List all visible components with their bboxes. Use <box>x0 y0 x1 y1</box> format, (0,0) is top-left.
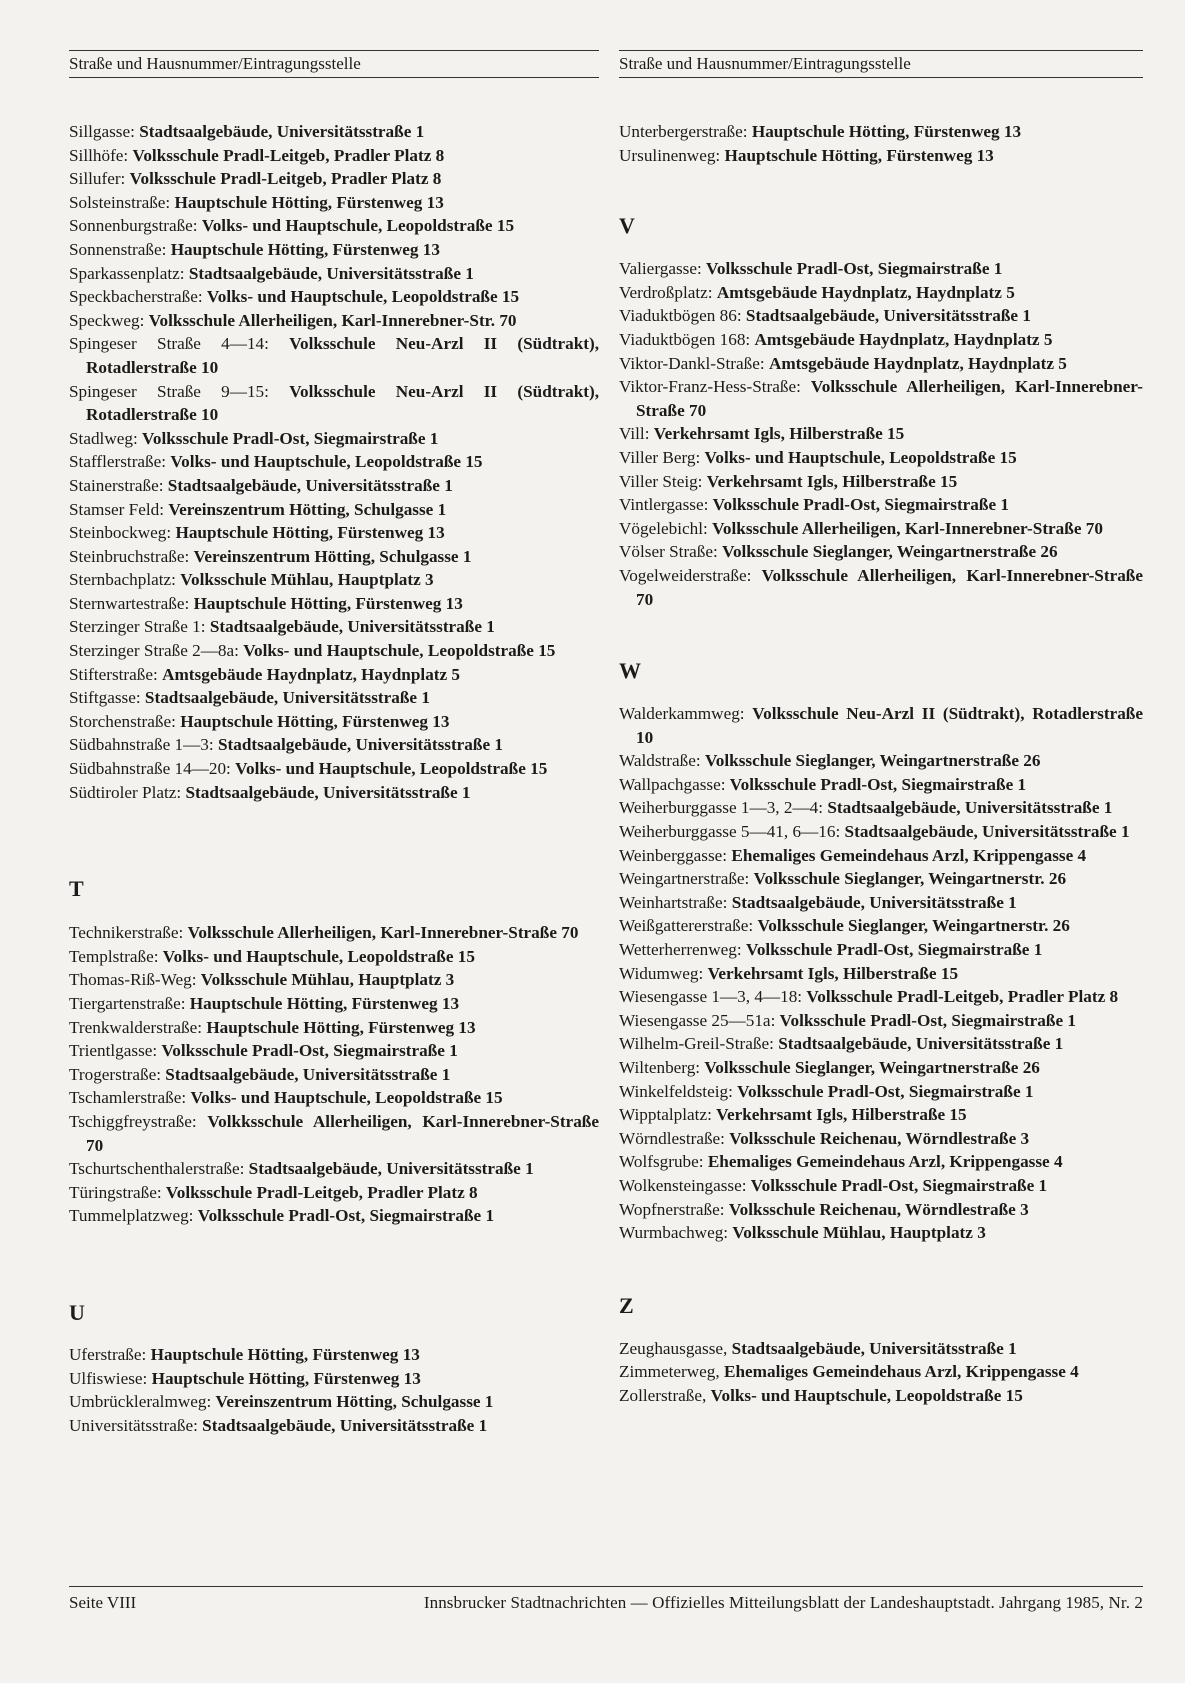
street-name: Zeughausgasse, <box>619 1338 728 1358</box>
polling-location: Stadtsaalgebäude, Universitätsstraße 1 <box>844 822 1130 842</box>
polling-location: Volksschule Neu-Arzl II (Südtrakt), Rotadlerstraße 10 <box>86 334 599 377</box>
street-name: Winkelfeldsteig: <box>619 1081 733 1101</box>
polling-location: Volksschule Pradl-Ost, Siegmairstraße 1 <box>161 1041 458 1061</box>
address-entry <box>619 796 1143 820</box>
street-name: Weinberggasse: <box>619 845 728 865</box>
polling-location: Volksschule Pradl-Ost, Siegmairstraße 1 <box>745 940 1043 960</box>
address-entry <box>619 1337 1143 1361</box>
polling-location: Volksschule Allerheiligen, Karl-Innerebner-Straße 70 <box>636 377 1143 420</box>
polling-location: Volksschule Pradl-Ost, Siegmairstraße 1 <box>142 428 439 448</box>
polling-location: Hauptschule Hötting, Fürstenweg 13 <box>189 994 460 1013</box>
polling-location: Volks- und Hauptschule, Leopoldstraße 15 <box>201 216 515 236</box>
polling-location: Stadtsaalgebäude, Universitätsstraße 1 <box>167 475 453 495</box>
polling-location: Volksschule Pradl-Ost, Siegmairstraße 1 <box>197 1206 495 1226</box>
right-entries <box>619 120 1143 1408</box>
street-name: Templstraße: <box>69 946 159 966</box>
street-name: Universitätsstraße: <box>69 1415 198 1435</box>
street-name: Solsteinstraße: <box>69 192 171 212</box>
address-entry <box>69 968 599 992</box>
polling-location: Volksschule Neu-Arzl II (Südtrakt), Rotadlerstraße 10 <box>86 381 599 425</box>
polling-location: Hauptschule Hötting, Fürstenweg 13 <box>206 1017 476 1037</box>
polling-location: Vereinszentrum Hötting, Schulgasse 1 <box>168 499 447 519</box>
street-name: Weinhartstraße: <box>619 892 728 912</box>
section-letter-u: U <box>69 1299 85 1325</box>
address-entry <box>69 450 599 474</box>
polling-location: Amtsgebäude Haydnplatz, Haydnplatz 5 <box>716 282 1015 302</box>
address-entry <box>69 710 599 734</box>
address-entry <box>619 257 1143 281</box>
polling-location: Amtsgebäude Haydnplatz, Haydnplatz 5 <box>754 329 1053 349</box>
street-name: Stadlweg: <box>69 428 138 448</box>
polling-location: Volks- und Hauptschule, Leopoldstraße 15 <box>243 641 556 661</box>
address-entry <box>619 517 1143 541</box>
street-name: Sillufer: <box>69 169 126 189</box>
polling-location: Hauptschule Hötting, Fürstenweg 13 <box>175 523 445 543</box>
address-entry <box>69 1063 599 1087</box>
polling-location: Volks- und Hauptschule, Leopoldstraße 15 <box>710 1385 1023 1405</box>
address-entry <box>619 1032 1143 1056</box>
street-name: Ursulinenweg: <box>619 145 721 165</box>
street-name: Zimmeterweg, <box>619 1362 720 1382</box>
address-entry <box>619 328 1143 352</box>
address-entry <box>619 144 1143 168</box>
street-name: Spingeser Straße 4—14: <box>69 334 269 354</box>
polling-location: Amtsgebäude Haydnplatz, Haydnplatz 5 <box>162 664 461 684</box>
street-name: Viaduktbögen 168: <box>619 329 751 349</box>
polling-location: Volksschule Neu-Arzl II (Südtrakt), Rotadlerstraße 10 <box>636 704 1143 747</box>
address-entry <box>619 914 1143 938</box>
section-z <box>619 1337 1143 1408</box>
street-name: Sillgasse: <box>69 122 135 141</box>
address-entry <box>69 1086 599 1110</box>
address-entry <box>69 1110 599 1157</box>
address-entry <box>69 144 599 168</box>
address-entry <box>69 686 599 710</box>
polling-location: Stadtsaalgebäude, Universitätsstraße 1 <box>188 263 474 283</box>
address-entry <box>69 309 599 333</box>
address-entry <box>619 702 1143 749</box>
polling-location: Volksschule Allerheiligen, Karl-Innerebner-Straße 70 <box>187 923 579 943</box>
address-entry <box>69 1343 599 1367</box>
address-entry <box>69 1016 599 1040</box>
address-entry <box>69 498 599 522</box>
street-name: Wipptalplatz: <box>619 1105 712 1125</box>
street-name: Stainerstraße: <box>69 475 164 495</box>
address-entry <box>619 938 1143 962</box>
address-entry <box>69 757 599 781</box>
page-footer <box>69 1586 1143 1614</box>
polling-location: Volksschule Pradl-Ost, Siegmairstraße 1 <box>779 1010 1076 1030</box>
address-entry <box>69 120 599 144</box>
polling-location: Volksschule Pradl-Ost, Siegmairstraße 1 <box>706 259 1003 279</box>
polling-location: Stadtsaalgebäude, Universitätsstraße 1 <box>209 617 495 637</box>
street-name: Widumweg: <box>619 963 704 983</box>
polling-location: Verkehrsamt Igls, Hilberstraße 15 <box>653 424 905 444</box>
polling-location: Volks- und Hauptschule, Leopoldstraße 15 <box>170 452 483 472</box>
street-name: Vogelweiderstraße: <box>619 565 752 585</box>
address-entry <box>69 332 599 379</box>
address-entry <box>619 281 1143 305</box>
street-name: Viaduktbögen 86: <box>619 306 742 326</box>
address-entry <box>619 470 1143 494</box>
street-name: Weingartnerstraße: <box>619 869 750 889</box>
column-header-left: Straße und Hausnummer/Eintragungsstelle <box>69 50 599 78</box>
polling-location: Hauptschule Hötting, Fürstenweg 13 <box>751 122 1022 141</box>
section-letter-z: Z <box>619 1292 634 1318</box>
polling-location: Volksschule Pradl-Leitgeb, Pradler Platz 8 <box>165 1182 478 1202</box>
address-entry <box>69 1181 599 1205</box>
polling-location: Stadtsaalgebäude, Universitätsstraße 1 <box>248 1159 534 1179</box>
street-name: Völser Straße: <box>619 542 718 562</box>
section-w <box>619 702 1143 1245</box>
polling-location: Hauptschule Hötting, Fürstenweg 13 <box>151 1368 421 1388</box>
street-name: Weißgattererstraße: <box>619 916 754 936</box>
street-name: Sparkassenplatz: <box>69 263 185 283</box>
street-name: Uferstraße: <box>69 1344 147 1364</box>
street-name: Sternbachplatz: <box>69 570 176 590</box>
street-name: Thomas-Riß-Weg: <box>69 970 197 990</box>
polling-location: Volksschule Mühlau, Hauptplatz 3 <box>732 1223 986 1243</box>
address-entry <box>619 1360 1143 1384</box>
address-entry <box>619 1080 1143 1104</box>
address-entry <box>69 380 599 427</box>
street-name: Tschiggfreystraße: <box>69 1111 197 1131</box>
street-name: Speckbacherstraße: <box>69 287 203 307</box>
street-name: Speckweg: <box>69 310 145 330</box>
polling-location: Hauptschule Hötting, Fürstenweg 13 <box>193 593 463 613</box>
street-name: Walderkammweg: <box>619 704 745 724</box>
street-name: Unterbergerstraße: <box>619 122 748 141</box>
address-entry <box>619 540 1143 564</box>
address-entry <box>619 985 1143 1009</box>
address-entry <box>69 992 599 1016</box>
street-name: Vintlergasse: <box>619 495 709 515</box>
polling-location: Hauptschule Hötting, Fürstenweg 13 <box>174 192 444 212</box>
street-name: Wallpachgasse: <box>619 774 726 794</box>
polling-location: Verkehrsamt Igls, Hilberstraße 15 <box>716 1105 967 1125</box>
polling-location: Stadtsaalgebäude, Universitätsstraße 1 <box>185 782 471 802</box>
polling-location: Volks- und Hauptschule, Leopoldstraße 15 <box>704 447 1017 467</box>
address-entry <box>69 1157 599 1181</box>
address-entry <box>69 733 599 757</box>
polling-location: Volksschule Allerheiligen, Karl-Innerebner-Straße 70 <box>712 518 1103 538</box>
polling-location: Volks- und Hauptschule, Leopoldstraße 15 <box>162 946 475 966</box>
street-name: Sonnenburgstraße: <box>69 216 198 236</box>
polling-location: Stadtsaalgebäude, Universitätsstraße 1 <box>217 735 503 755</box>
address-entry <box>619 1127 1143 1151</box>
address-entry <box>619 749 1143 773</box>
street-name: Wurmbachweg: <box>619 1223 729 1243</box>
polling-location: Volksschule Pradl-Leitgeb, Pradler Platz 8 <box>129 169 442 189</box>
polling-location: Volksschule Mühlau, Hauptplatz 3 <box>200 970 455 990</box>
address-entry <box>69 545 599 569</box>
street-name: Waldstraße: <box>619 751 701 771</box>
street-name: Ulfiswiese: <box>69 1368 148 1388</box>
address-entry <box>619 493 1143 517</box>
address-entry <box>69 568 599 592</box>
address-entry <box>619 773 1143 797</box>
polling-location: Volkksschule Allerheiligen, Karl-Innerebner-Straße 70 <box>86 1111 599 1155</box>
polling-location: Stadtsaalgebäude, Universitätsstraße 1 <box>778 1034 1064 1054</box>
polling-location: Stadtsaalgebäude, Universitätsstraße 1 <box>745 306 1031 326</box>
polling-location: Volksschule Allerheiligen, Karl-Innerebner-Straße 70 <box>636 565 1143 609</box>
street-name: Tschurtschenthalerstraße: <box>69 1159 245 1179</box>
street-name: Technikerstraße: <box>69 923 184 943</box>
address-entry <box>69 1390 599 1414</box>
polling-location: Stadtsaalgebäude, Universitätsstraße 1 <box>731 1338 1017 1358</box>
address-entry <box>619 962 1143 986</box>
street-name: Storchenstraße: <box>69 711 176 731</box>
polling-location: Volksschule Mühlau, Hauptplatz 3 <box>180 570 434 590</box>
polling-location: Volks- und Hauptschule, Leopoldstraße 15 <box>190 1088 503 1108</box>
section-u-cont <box>619 120 1143 167</box>
address-entry <box>69 945 599 969</box>
street-name: Stifterstraße: <box>69 664 158 684</box>
address-entry <box>619 1150 1143 1174</box>
address-entry <box>69 1367 599 1391</box>
address-entry <box>619 446 1143 470</box>
section-u <box>69 1343 599 1437</box>
polling-location: Hauptschule Hötting, Fürstenweg 13 <box>170 239 440 259</box>
polling-location: Hauptschule Hötting, Fürstenweg 13 <box>724 145 994 165</box>
right-column <box>619 50 1143 1408</box>
polling-location: Volksschule Reichenau, Wörndlestraße 3 <box>729 1128 1030 1148</box>
address-entry <box>619 422 1143 446</box>
address-entry <box>69 592 599 616</box>
street-name: Südbahnstraße 1—3: <box>69 735 214 755</box>
street-name: Tschamlerstraße: <box>69 1088 187 1108</box>
street-name: Wiesengasse 25—51a: <box>619 1010 776 1030</box>
street-name: Wiltenberg: <box>619 1058 701 1077</box>
polling-location: Volksschule Pradl-Leitgeb, Pradler Platz 8 <box>806 987 1119 1007</box>
address-entry <box>69 238 599 262</box>
address-entry <box>619 1009 1143 1033</box>
address-entry <box>69 521 599 545</box>
street-name: Viller Steig: <box>619 471 703 491</box>
street-name: Steinbockweg: <box>69 523 172 543</box>
street-name: Tiergartenstraße: <box>69 994 186 1013</box>
polling-location: Stadtsaalgebäude, Universitätsstraße 1 <box>202 1415 488 1435</box>
polling-location: Volksschule Pradl-Ost, Siegmairstraße 1 <box>729 774 1027 794</box>
section-letter-w: W <box>619 658 641 684</box>
polling-location: Volksschule Pradl-Ost, Siegmairstraße 1 <box>750 1175 1048 1195</box>
street-name: Tummelplatzweg: <box>69 1206 194 1226</box>
street-name: Wilhelm-Greil-Straße: <box>619 1034 774 1054</box>
address-entry <box>619 891 1143 915</box>
polling-location: Volksschule Pradl-Leitgeb, Pradler Platz 8 <box>132 145 445 165</box>
address-entry <box>619 1103 1143 1127</box>
column-header-right: Straße und Hausnummer/Eintragungsstelle <box>619 50 1143 78</box>
polling-location: Volksschule Allerheiligen, Karl-Innerebner-Str. 70 <box>148 310 517 330</box>
street-name: Südtiroler Platz: <box>69 782 182 802</box>
address-entry <box>69 262 599 286</box>
address-entry <box>619 375 1143 422</box>
address-entry <box>69 615 599 639</box>
street-name: Vögelebichl: <box>619 518 708 538</box>
address-entry <box>69 663 599 687</box>
street-name: Viktor-Franz-Hess-Straße: <box>619 377 801 397</box>
left-entries <box>69 120 599 1437</box>
polling-location: Stadtsaalgebäude, Universitätsstraße 1 <box>144 688 430 708</box>
address-entry <box>619 1221 1143 1245</box>
polling-location: Volksschule Pradl-Ost, Siegmairstraße 1 <box>712 495 1009 515</box>
street-name: Verdroßplatz: <box>619 282 713 302</box>
address-entry <box>619 1174 1143 1198</box>
address-entry <box>69 781 599 805</box>
street-name: Valiergasse: <box>619 259 702 279</box>
polling-location: Ehemaliges Gemeindehaus Arzl, Krippengasse 4 <box>724 1362 1079 1382</box>
polling-location: Hauptschule Hötting, Fürstenweg 13 <box>150 1344 420 1364</box>
address-entry <box>619 867 1143 891</box>
polling-location: Volks- und Hauptschule, Leopoldstraße 15 <box>235 759 548 779</box>
polling-location: Ehemaliges Gemeindehaus Arzl, Krippengasse 4 <box>731 845 1087 865</box>
street-name: Sillhöfe: <box>69 145 129 165</box>
polling-location: Vereinszentrum Hötting, Schulgasse 1 <box>193 546 472 566</box>
street-name: Steinbruchstraße: <box>69 546 190 566</box>
street-name: Wörndlestraße: <box>619 1128 725 1148</box>
street-name: Stiftgasse: <box>69 688 141 708</box>
street-name: Sternwartestraße: <box>69 593 190 613</box>
section-v <box>619 257 1143 611</box>
polling-location: Volksschule Sieglanger, Weingartnerstraße 26 <box>722 542 1058 562</box>
polling-location: Hauptschule Hötting, Fürstenweg 13 <box>180 711 450 731</box>
street-name: Wolkensteingasse: <box>619 1175 747 1195</box>
polling-location: Volksschule Reichenau, Wörndlestraße 3 <box>728 1199 1029 1219</box>
street-name: Umbrückleralmweg: <box>69 1392 212 1412</box>
street-name: Zollerstraße, <box>619 1385 707 1405</box>
page-number: Seite VIII <box>69 1593 137 1612</box>
polling-location: Vereinszentrum Hötting, Schulgasse 1 <box>215 1392 494 1412</box>
polling-location: Stadtsaalgebäude, Universitätsstraße 1 <box>731 892 1017 912</box>
street-name: Wolfsgrube: <box>619 1152 704 1172</box>
address-entry <box>69 427 599 451</box>
street-name: Trenkwalderstraße: <box>69 1017 203 1037</box>
polling-location: Volksschule Pradl-Ost, Siegmairstraße 1 <box>737 1081 1034 1101</box>
street-name: Stamser Feld: <box>69 499 165 519</box>
section-s <box>69 120 599 804</box>
publication-line: Innsbrucker Stadtnachrichten — Offizielles Mitteilungsblatt der Landeshauptstadt. Jahrgang 1985, Nr. 2 <box>423 1593 1143 1612</box>
street-name: Viller Berg: <box>619 447 701 467</box>
street-name: Türingstraße: <box>69 1182 162 1202</box>
address-entry <box>619 564 1143 611</box>
address-entry <box>69 167 599 191</box>
street-name: Sterzinger Straße 1: <box>69 617 206 637</box>
street-name: Trogerstraße: <box>69 1064 161 1084</box>
address-entry <box>619 820 1143 844</box>
section-letter-v: V <box>619 213 635 239</box>
address-entry <box>619 844 1143 868</box>
street-name: Weiherburggasse 5—41, 6—16: <box>619 822 841 842</box>
polling-location: Volksschule Sieglanger, Weingartnerstr. 26 <box>753 869 1067 889</box>
address-entry <box>619 120 1143 144</box>
address-entry <box>619 352 1143 376</box>
polling-location: Volks- und Hauptschule, Leopoldstraße 15 <box>206 287 520 307</box>
address-entry <box>69 921 599 945</box>
address-entry <box>69 1414 599 1438</box>
street-name: Südbahnstraße 14—20: <box>69 759 231 779</box>
street-name: Wiesengasse 1—3, 4—18: <box>619 987 803 1007</box>
left-column <box>69 50 599 1437</box>
polling-location: Volksschule Sieglanger, Weingartnerstraße 26 <box>704 1058 1040 1077</box>
polling-location: Verkehrsamt Igls, Hilberstraße 15 <box>707 963 959 983</box>
polling-location: Stadtsaalgebäude, Universitätsstraße 1 <box>139 122 425 141</box>
address-entry <box>69 1039 599 1063</box>
polling-location: Amtsgebäude Haydnplatz, Haydnplatz 5 <box>768 353 1067 373</box>
address-entry <box>619 304 1143 328</box>
street-name: Wetterherrenweg: <box>619 940 742 960</box>
street-name: Stafflerstraße: <box>69 452 167 472</box>
street-name: Sterzinger Straße 2—8a: <box>69 641 239 661</box>
address-entry <box>69 474 599 498</box>
street-name: Vill: <box>619 424 650 444</box>
street-name: Weiherburggasse 1—3, 2—4: <box>619 798 824 818</box>
street-name: Spingeser Straße 9—15: <box>69 381 269 401</box>
address-entry <box>69 639 599 663</box>
polling-location: Verkehrsamt Igls, Hilberstraße 15 <box>706 471 958 491</box>
street-name: Viktor-Dankl-Straße: <box>619 353 765 373</box>
section-t <box>69 921 599 1228</box>
address-entry <box>69 191 599 215</box>
polling-location: Stadtsaalgebäude, Universitätsstraße 1 <box>827 798 1113 818</box>
address-entry <box>619 1198 1143 1222</box>
address-entry <box>69 1204 599 1228</box>
address-entry <box>69 285 599 309</box>
street-name: Sonnenstraße: <box>69 239 167 259</box>
street-name: Wopfnerstraße: <box>619 1199 725 1219</box>
street-name: Trientlgasse: <box>69 1041 158 1061</box>
polling-location: Stadtsaalgebäude, Universitätsstraße 1 <box>165 1064 451 1084</box>
polling-location: Ehemaliges Gemeindehaus Arzl, Krippengasse 4 <box>707 1152 1063 1172</box>
address-entry <box>619 1056 1143 1080</box>
polling-location: Volksschule Sieglanger, Weingartnerstr. 26 <box>757 916 1070 936</box>
address-entry <box>619 1384 1143 1408</box>
address-entry <box>69 214 599 238</box>
polling-location: Volksschule Sieglanger, Weingartnerstraße 26 <box>704 751 1041 771</box>
section-letter-t: T <box>69 876 84 902</box>
